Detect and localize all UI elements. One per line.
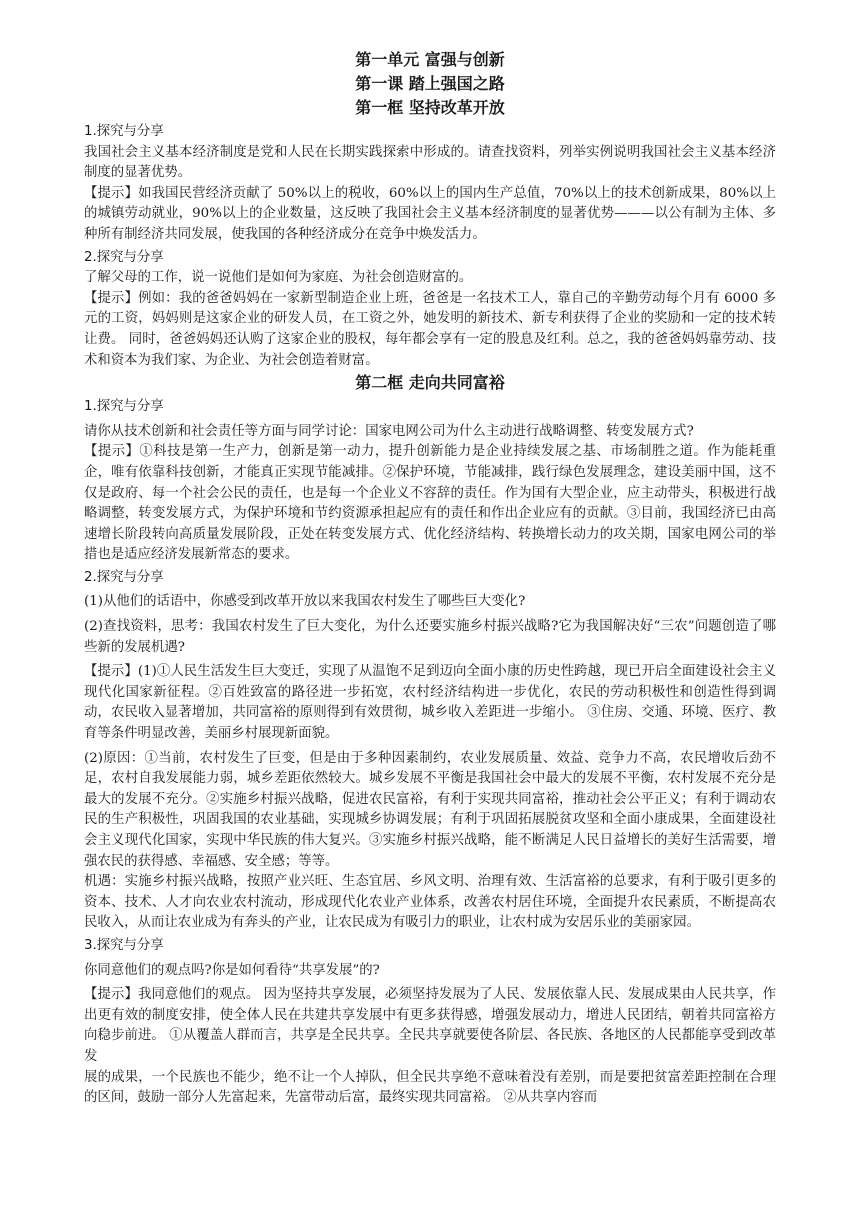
hint-tag: 【提示】: [84, 664, 138, 680]
unit-title: 第一单元 富强与创新: [355, 50, 505, 69]
frame2-s3-heading: 3.探究与分享: [84, 937, 164, 953]
frame2-s2-heading: 2.探究与分享: [84, 569, 164, 585]
hint-tag: 【提示】: [84, 185, 139, 201]
frame1-title: 第一框 坚持改革开放: [355, 98, 505, 117]
frame2-s3-hint-continued: 展的成果，一个民族也不能少，绝不让一个人掉队，但全民共享绝不意味着没有差别，而是要把贫富差距控制在合理的区间，鼓励一部分人先富起来，先富带动后富，最终实现共同富裕。 ②从共享内容而: [84, 1069, 776, 1106]
lesson-title: 第一课 踏上强国之路: [355, 74, 505, 93]
frame2-s2-q2: (2)查找资料，思考：我国农村发生了巨大变化，为什么还要实施乡村振兴战略?它为我国解决好“三农”问题创造了哪些新的发展机遇?: [84, 619, 776, 655]
frame2-s3-question: 你同意他们的观点吗?你是如何看待“共享发展”的?: [84, 962, 380, 978]
frame2-s2-answer-2: (2)原因：①当前，农村发生了巨变，但是由于多种因素制约，农业发展质量、效益、竞争力不高，农民增收后劲不足，农村自我发展能力弱，城乡差距依然较大。城乡发展不平衡是我国社会中最大的发展不平衡，农村发展不充分是最大的发展不充分。②实施乡村振兴战略，促进农民富裕，有利于实现共同富裕，推动社会公平正义；有利于调动农民的生产积极性，巩固我国的农业基础，实现城乡协调发展；有利于巩固拓展脱贫攻坚和全面小康成果，全面建设社会主义现代化国家，实现中华民族的伟大复兴。③实施乡村振兴战略，能不断满足人民日益增长的美好生活需要，增强农民的获得感、幸福感、安全感；等等。: [84, 750, 776, 869]
frame1-s1-hint: [84, 184, 776, 246]
frame1-s1-heading: 1.探究与分享: [84, 124, 164, 139]
frame1-s2-hint: [84, 289, 776, 371]
frame1-s2-heading: 2.探究与分享: [84, 249, 164, 265]
frame2-s2-answer-1-text: (1)①人民生活发生巨大变迁，实现了从温饱不足到迈向全面小康的历史性跨越，现已开启全面建设社会主义现代化国家新征程。②百姓致富的路径进一步拓宽，农村经济结构进一步优化，农民的劳动积极性和创造性得到调动，农民收入显著增加，共同富裕的原则得到有效贯彻，城乡收入差距进一步缩小。 ③住房、交通、环境、医疗、教育等条件明显改善，美丽乡村展现新面貌。: [84, 664, 776, 742]
hint-tag: 【提示】: [84, 290, 139, 306]
frame2-s1-hint-text: ①科技是第一生产力，创新是第一动力，提升创新能力是企业持续发展之基、市场制胜之道。作为能耗重企，唯有依靠科技创新，才能真正实现节能减排。②保护环境，节能减排，践行绿色发展理念，建设美丽中国，这不仅是政府、每一个社会公民的责任，也是每一个企业义不容辞的责任。作为国有大型企业，应主动带头，积极进行战略调整，转变发展方式，为保护环境和节约资源承担起应有的责任和作出企业应有的贡献。③目前，我国经济已由高速增长阶段转向高质量发展阶段，正处在转变发展方式、优化经济结构、转换增长动力的攻关期，国家电网公司的举措也是适应经济发展新常态的要求。: [84, 444, 777, 563]
frame1-s2-hint-text: 例如：我的爸爸妈妈在一家新型制造企业上班，爸爸是一名技术工人，靠自己的辛勤劳动每个月有 6000 多元的工资，妈妈则是这家企业的研发人员，在工资之外，她发明的新技术、新专利获得了企业的奖励和一定的技术转让费。 同时，爸爸妈妈还认购了这家企业的股权，每年都会享有一定的股息及红利。总之，我的爸爸妈妈靠劳动、技术和资本为我们家、为企业、为社会创造着财富。: [84, 290, 776, 368]
frame2-s1-question: 请你从技术创新和社会责任等方面与同学讨论：国家电网公司为什么主动进行战略调整、转变发展方式?: [84, 423, 694, 439]
frame2-s2-opportunity: 机遇：实施乡村振兴战略，按照产业兴旺、生态宜居、乡风文明、治理有效、生活富裕的总要求，有利于吸引更多的资本、技术、人才向农业农村流动，形成现代化农业产业体系，改善农村居住环境，全面提升农民素质，不断提高农民收入，从而让农业成为有奔头的产业，让农民成为有吸引力的职业，让农村成为安居乐业的美丽家园。: [84, 874, 776, 931]
frame2-s3-hint: [84, 985, 776, 1067]
hint-tag: 【提示】: [84, 987, 138, 1003]
frame2-s1-heading: 1.探究与分享: [84, 399, 164, 415]
hint-tag: 【提示】: [84, 444, 140, 460]
frame1-s1-hint-text: 如我国民营经济贡献了 50%以上的税收，60%以上的国内生产总值，70%以上的技术创新成果，80%以上的城镇劳动就业，90%以上的企业数量，这反映了我国社会主义基本经济制度的显著优势———以公有制为主体、多种所有制经济共同发展，使我国的各种经济成分在竞争中焕发活力。: [84, 185, 776, 242]
frame2-s2-answer-1: [84, 662, 776, 744]
frame1-s2-question: 了解父母的工作，说一说他们是如何为家庭、为社会创造财富的。: [84, 270, 473, 286]
frame2-s1-hint: [84, 442, 776, 566]
frame1-s1-question: 我国社会主义基本经济制度是党和人民在长期实践探索中形成的。请查找资料，列举实例说明我国社会主义基本经济制度的显著优势。: [84, 144, 776, 181]
frame2-title: 第二框 走向共同富裕: [355, 373, 505, 393]
frame2-s2-q1: (1)从他们的话语中，你感受到改革开放以来我国农村发生了哪些巨大变化?: [84, 594, 526, 610]
frame2-s3-hint-text: 我同意他们的观点。 因为坚持共享发展，必须坚持发展为了人民、发展依靠人民、发展成果由人民共享，作出更有效的制度安排，使全体人民在共建共享发展中有更多获得感，增强发展动力，增进人民团结，朝着共同富裕方向稳步前进。 ①从覆盖人群而言，共享是全民共享。全民共享就要使各阶层、各民族、各地区的人民都能享受到改革发: [84, 987, 777, 1064]
